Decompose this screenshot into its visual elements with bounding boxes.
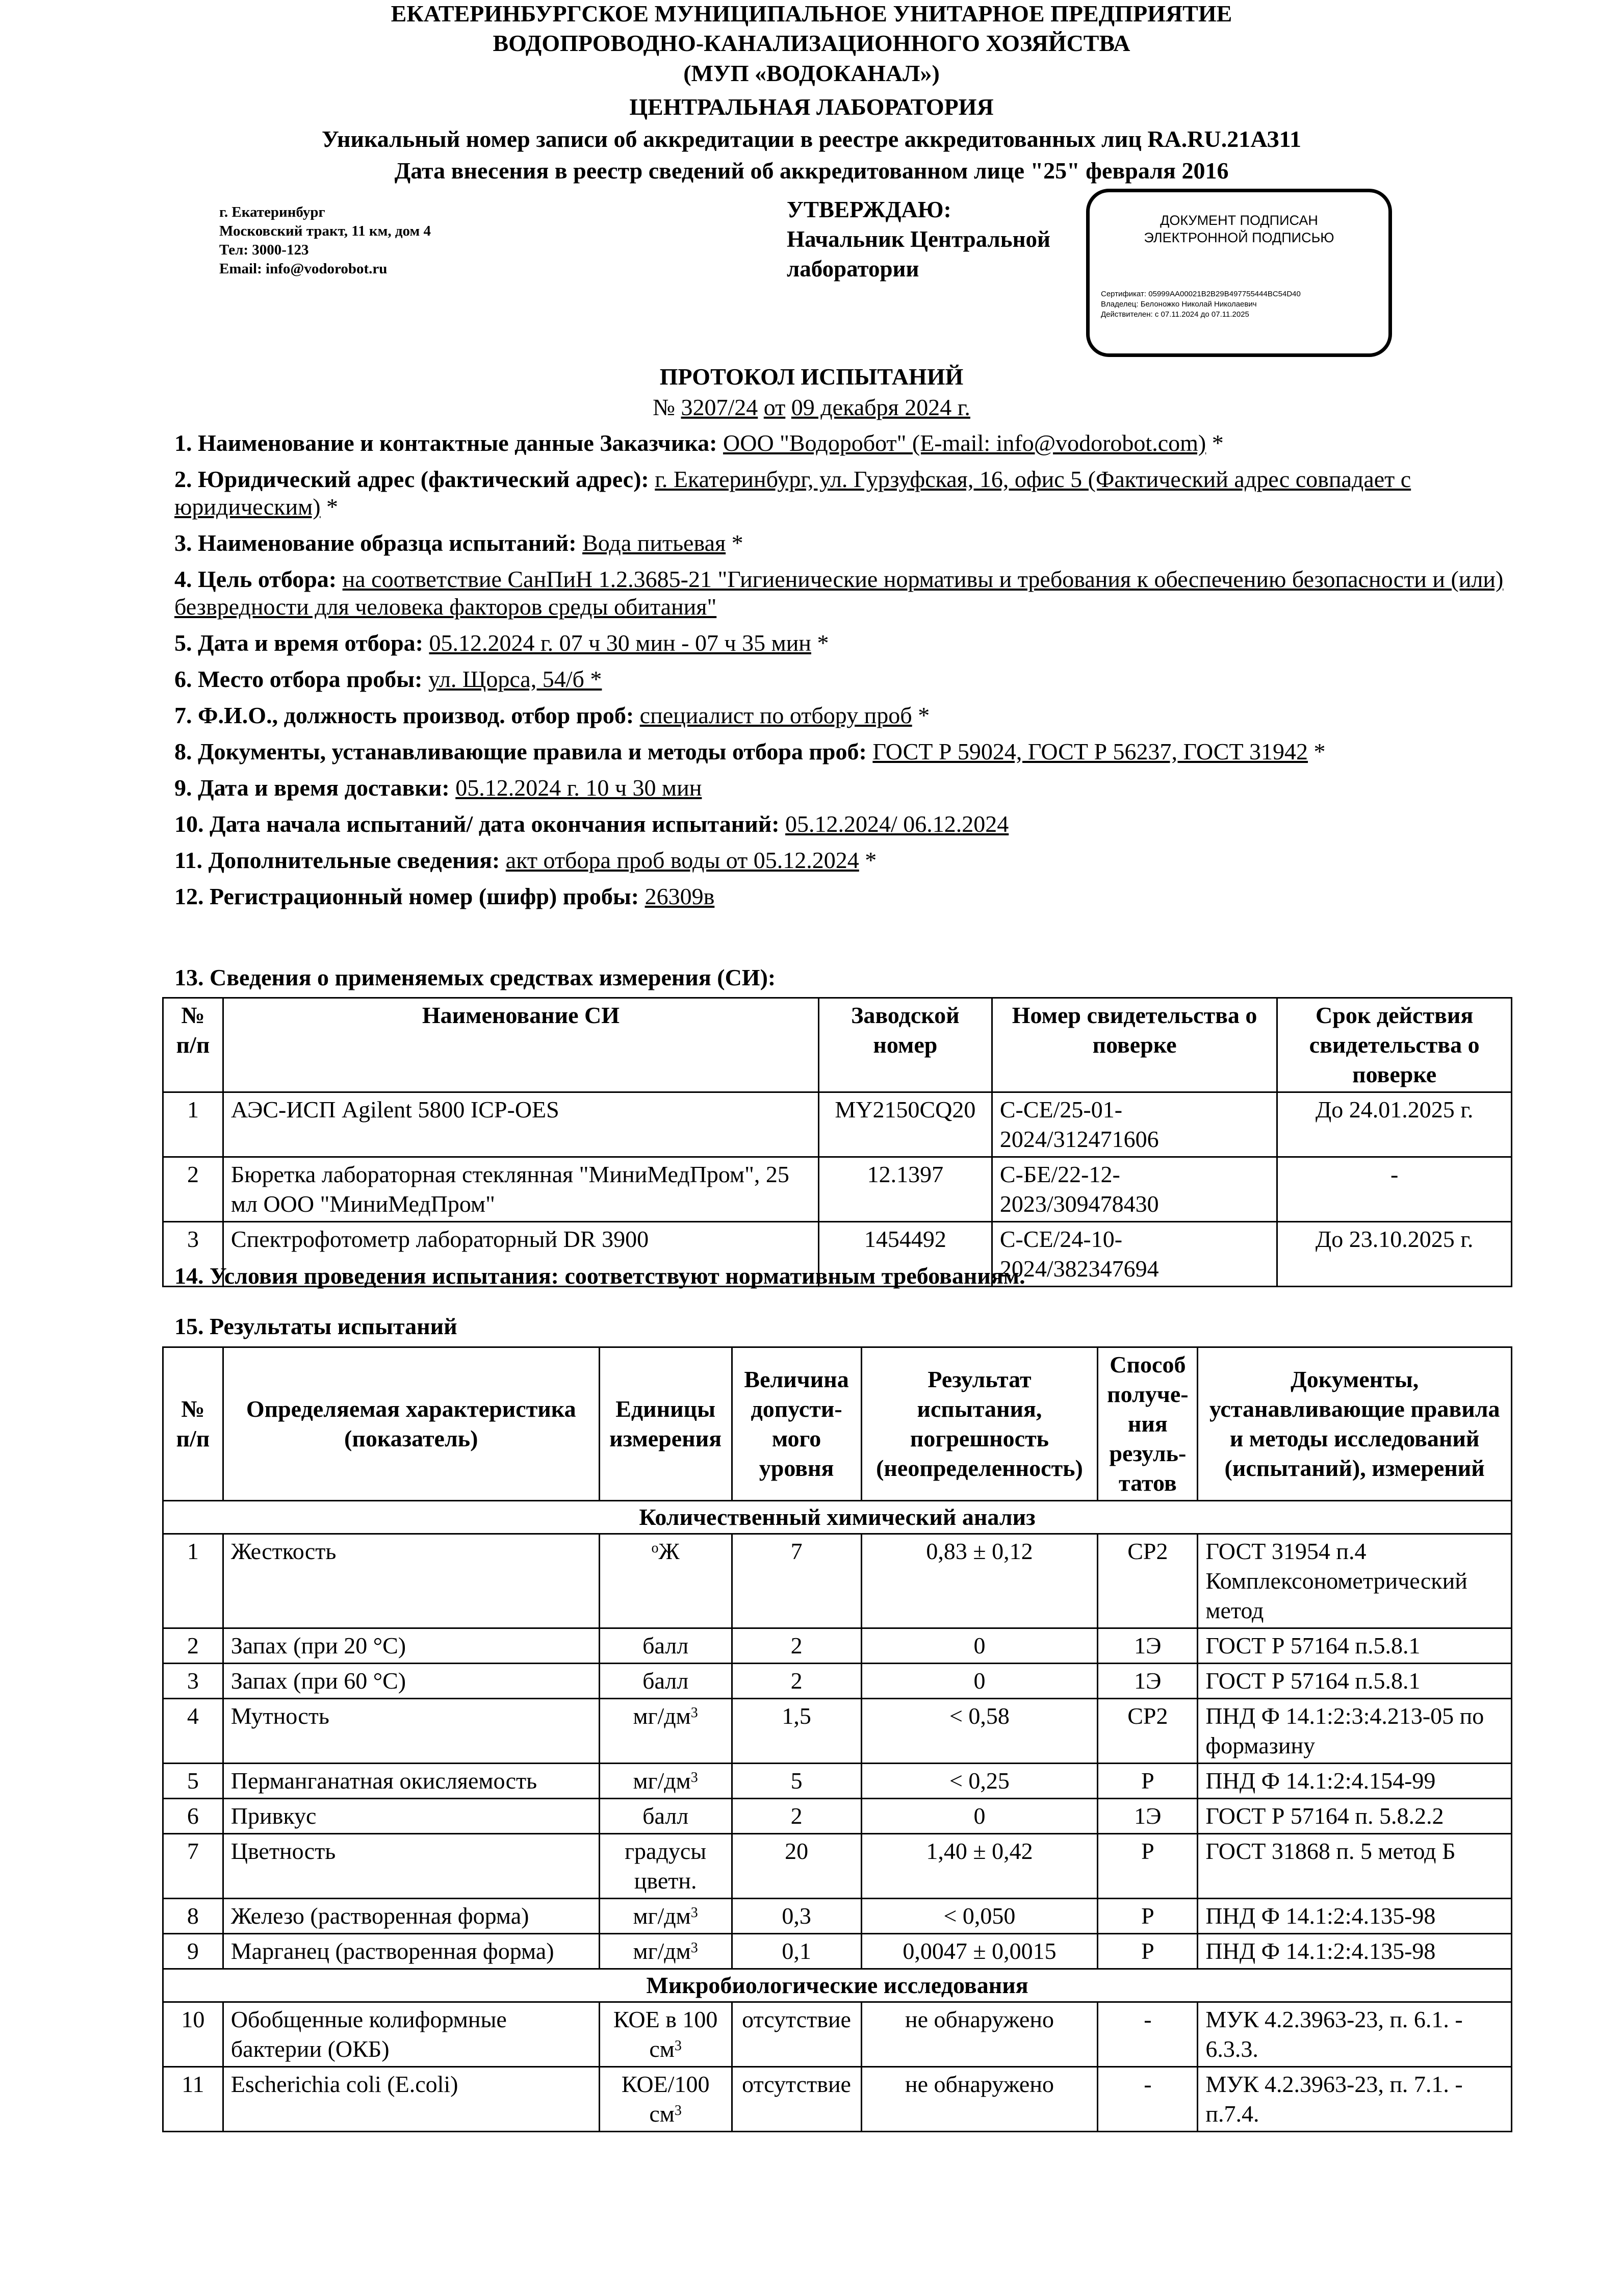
results-header-cell: Документы, устанавливающие правила и методы исследований (испытаний), измерений (1198, 1347, 1512, 1501)
results-cell-unit: $мг/дм^3$ (599, 1764, 732, 1799)
stamp-cert: Сертификат: 05999AA00021B2B29B497755444BC54D40 (1101, 290, 1301, 298)
item-suffix: * (912, 702, 930, 728)
results-cell: Escherichia coli (E.coli) (223, 2067, 599, 2132)
protocol-items (174, 429, 1510, 919)
results-cell: ГОСТ Р 57164 п.5.8.1 (1198, 1628, 1512, 1664)
section-row (163, 1969, 1512, 2002)
results-cell: 4 (163, 1699, 223, 1764)
item-label: 11. Дополнительные сведения: (174, 847, 500, 873)
stamp-certificate-info (1101, 289, 1301, 320)
results-cell-unit: $мг/дм^3$ (599, 1699, 732, 1764)
section-row (163, 1501, 1512, 1534)
item-label: 6. Место отбора пробы: (174, 666, 423, 692)
results-cell: 8 (163, 1899, 223, 1934)
si-cell: 3 (163, 1222, 223, 1287)
results-header-cell: Величина допусти-мого уровня (732, 1347, 861, 1501)
stamp-title-line1: ДОКУМЕНТ ПОДПИСАН (1160, 213, 1318, 228)
results-cell: ГОСТ 31954 п.4 Комплексонометрический метод (1198, 1534, 1512, 1628)
results-cell: Перманганатная окисляемость (223, 1764, 599, 1799)
results-cell: - (1098, 2002, 1198, 2067)
si-header-cell: Номер свидетельства о поверке (992, 998, 1277, 1092)
item-label: 3. Наименование образца испытаний: (174, 530, 577, 556)
protocol-date: 09 декабря 2024 г. (791, 394, 970, 420)
results-table (162, 1346, 1512, 2132)
org-name-line2: ВОДОПРОВОДНО-КАНАЛИЗАЦИОННОГО ХОЗЯЙСТВА (493, 30, 1130, 56)
results-cell: Р (1098, 1834, 1198, 1899)
results-header-cell: Определяемая характеристика (показатель) (223, 1347, 599, 1501)
results-cell: 0,1 (732, 1934, 861, 1969)
item-suffix: * (1308, 738, 1326, 764)
item-label: 5. Дата и время отбора: (174, 630, 423, 656)
address-city: г. Екатеринбург (219, 204, 325, 220)
results-cell: 9 (163, 1934, 223, 1969)
results-cell: Р (1098, 1764, 1198, 1799)
results-cell: 1Э (1098, 1799, 1198, 1834)
superscript: 3 (674, 2103, 682, 2119)
results-cell: СР2 (1098, 1534, 1198, 1628)
protocol-item (174, 666, 1510, 693)
si-cell: 1 (163, 1092, 223, 1157)
address-street: Московский тракт, 11 км, дом 4 (219, 223, 431, 239)
si-cell: MY2150CQ20 (818, 1092, 992, 1157)
item-suffix: * (726, 530, 743, 556)
results-cell: 3 (163, 1664, 223, 1699)
results-cell: Запах (при 60 °С) (223, 1664, 599, 1699)
protocol-item (174, 529, 1510, 557)
item-value: ул. Щорса, 54/б * (428, 666, 602, 692)
results-cell: 0 (861, 1628, 1098, 1664)
item-suffix: * (859, 847, 877, 873)
table-row (163, 1699, 1512, 1764)
results-cell: 20 (732, 1834, 861, 1899)
protocol-item (174, 429, 1510, 457)
protocol-item (174, 847, 1510, 874)
item-label: 8. Документы, устанавливающие правила и методы отбора проб: (174, 738, 867, 764)
si-title: 13. Сведения о применяемых средствах измерения (СИ): (174, 964, 776, 990)
results-cell-unit: КОЕ/100 $см^3$ (599, 2067, 732, 2132)
results-cell: Марганец (растворенная форма) (223, 1934, 599, 1969)
protocol-item (174, 738, 1510, 766)
results-cell-unit: балл (599, 1799, 732, 1834)
item-label: 2. Юридический адрес (фактический адрес): (174, 466, 649, 492)
address-email: Email: info@vodorobot.ru (219, 261, 388, 277)
results-cell-unit: $мг/дм^3$ (599, 1934, 732, 1969)
results-cell: 7 (163, 1834, 223, 1899)
results-cell: 1,5 (732, 1699, 861, 1764)
table-row (163, 1934, 1512, 1969)
item-label: 1. Наименование и контактные данные Заказчика: (174, 430, 717, 456)
si-header-cell: Наименование СИ (223, 998, 818, 1092)
section-title: Микробиологические исследования (163, 1969, 1512, 2002)
item-suffix: * (811, 630, 829, 656)
results-cell: 0,83 ± 0,12 (861, 1534, 1098, 1628)
item-value: акт отбора проб воды от 05.12.2024 (505, 847, 859, 873)
table-row (163, 2067, 1512, 2132)
results-cell-unit: балл (599, 1664, 732, 1699)
results-cell-unit: балл (599, 1628, 732, 1664)
approve-title: УТВЕРЖДАЮ: (787, 197, 951, 222)
si-cell: До 24.01.2025 г. (1277, 1092, 1512, 1157)
results-cell-unit: градусы цветн. (599, 1834, 732, 1899)
si-cell: Спектрофотометр лабораторный DR 3900 (223, 1222, 818, 1287)
results-cell: 10 (163, 2002, 223, 2067)
results-cell: 2 (732, 1664, 861, 1699)
item-value: специалист по отбору проб (639, 702, 912, 728)
table-row (163, 1664, 1512, 1699)
accreditation-date: Дата внесения в реестр сведений об аккредитованном лице "25" февраля 2016 (394, 158, 1229, 184)
item-value: ГОСТ Р 59024, ГОСТ Р 56237, ГОСТ 31942 (872, 738, 1308, 764)
superscript: 3 (690, 1940, 698, 1956)
results-cell: Жесткость (223, 1534, 599, 1628)
approval-block (787, 195, 1050, 284)
si-cell: Бюретка лабораторная стеклянная "МиниМедПром", 25 мл ООО "МиниМедПром" (223, 1157, 818, 1222)
stamp-owner: Владелец: Белоножко Николай Николаевич (1101, 300, 1257, 309)
results-cell: 0 (861, 1664, 1098, 1699)
results-cell: ПНД Ф 14.1:2:3:4.213-05 по формазину (1198, 1699, 1512, 1764)
table-row (163, 1764, 1512, 1799)
item-value: 05.12.2024 г. 07 ч 30 мин - 07 ч 35 мин (429, 630, 811, 656)
results-cell: отсутствие (732, 2002, 861, 2067)
table-row (163, 2002, 1512, 2067)
si-table (162, 997, 1512, 1287)
results-cell: 1Э (1098, 1664, 1198, 1699)
protocol-item (174, 466, 1510, 521)
protocol-item (174, 702, 1510, 729)
si-cell: До 23.10.2025 г. (1277, 1222, 1512, 1287)
stamp-valid: Действителен: с 07.11.2024 до 07.11.2025 (1101, 310, 1249, 319)
electronic-signature-stamp (1086, 189, 1392, 357)
item-label: 10. Дата начала испытаний/ дата окончания испытаний: (174, 811, 780, 837)
results-cell: 1Э (1098, 1628, 1198, 1664)
item-value: ООО "Водоробот" (E-mail: info@vodorobot.com) (723, 430, 1206, 456)
stamp-title (1090, 212, 1388, 246)
protocol-title: ПРОТОКОЛ ИСПЫТАНИЙ (659, 364, 964, 390)
stamp-title-line2: ЭЛЕКТРОННОЙ ПОДПИСЬЮ (1144, 230, 1334, 245)
results-header-cell: № п/п (163, 1347, 223, 1501)
item-label: 12. Регистрационный номер (шифр) пробы: (174, 883, 639, 909)
table-row (163, 1899, 1512, 1934)
superscript: 3 (690, 1705, 698, 1721)
protocol-date-prefix: от (763, 394, 786, 420)
results-cell: ГОСТ 31868 п. 5 метод Б (1198, 1834, 1512, 1899)
results-cell: Запах (при 20 °С) (223, 1628, 599, 1664)
results-cell: ГОСТ Р 57164 п.5.8.1 (1198, 1664, 1512, 1699)
results-cell: Обобщенные колиформные бактерии (ОКБ) (223, 2002, 599, 2067)
section-title: Количественный химический анализ (163, 1501, 1512, 1534)
protocol-item (174, 810, 1510, 838)
item-suffix: * (320, 494, 339, 520)
org-short-name: (МУП «ВОДОКАНАЛ») (683, 60, 940, 86)
protocol-item (174, 883, 1510, 910)
results-cell-unit: $мг/дм^3$ (599, 1899, 732, 1934)
results-cell: 5 (732, 1764, 861, 1799)
results-cell: < 0,050 (861, 1899, 1098, 1934)
results-cell: ПНД Ф 14.1:2:4.135-98 (1198, 1934, 1512, 1969)
protocol-number: 3207/24 (681, 394, 758, 420)
si-header-cell: Срок действия свидетельства о поверке (1277, 998, 1512, 1092)
accreditation-number: Уникальный номер записи об аккредитации в реестре аккредитованных лиц RA.RU.21АЗ11 (321, 126, 1302, 152)
protocol-item (174, 629, 1510, 657)
results-cell: 6 (163, 1799, 223, 1834)
results-cell: Железо (растворенная форма) (223, 1899, 599, 1934)
results-cell: 1,40 ± 0,42 (861, 1834, 1098, 1899)
results-cell: Р (1098, 1899, 1198, 1934)
results-cell: не обнаружено (861, 2002, 1098, 2067)
item-value: на соответствие СанПиН 1.2.3685-21 "Гигиенические нормативы и требования к обеспечению безопасности и (или) безвредности для человека факторов среды обитания" (174, 566, 1504, 620)
si-cell: С-СЕ/24-10-2024/382347694 (992, 1222, 1277, 1287)
table-row (163, 1799, 1512, 1834)
protocol-number-line (0, 394, 1623, 421)
results-cell: СР2 (1098, 1699, 1198, 1764)
si-cell: 12.1397 (818, 1157, 992, 1222)
results-cell: ГОСТ Р 57164 п. 5.8.2.2 (1198, 1799, 1512, 1834)
si-header-row (163, 998, 1512, 1092)
si-cell: 2 (163, 1157, 223, 1222)
results-header-cell: Результат испытания, погрешность (неопределенность) (861, 1347, 1098, 1501)
protocol-num-prefix: № (653, 394, 675, 420)
item-value: 05.12.2024 г. 10 ч 30 мин (455, 775, 702, 801)
address-phone: Тел: 3000-123 (219, 242, 309, 258)
lab-name: ЦЕНТРАЛЬНАЯ ЛАБОРАТОРИЯ (629, 94, 994, 120)
item-value: Вода питьевая (582, 530, 726, 556)
results-cell: ПНД Ф 14.1:2:4.154-99 (1198, 1764, 1512, 1799)
test-conditions: 14. Условия проведения испытания: соответствуют нормативным требованиям. (174, 1263, 1025, 1289)
results-cell: 2 (163, 1628, 223, 1664)
results-cell-unit: КОЕ в 100 $см^3$ (599, 2002, 732, 2067)
superscript: o (651, 1540, 659, 1556)
approve-position-line1: Начальник Центральной (787, 226, 1050, 252)
table-row (163, 1628, 1512, 1664)
results-cell: 2 (732, 1799, 861, 1834)
si-cell: С-СЕ/25-01-2024/312471606 (992, 1092, 1277, 1157)
item-label: 9. Дата и время доставки: (174, 775, 450, 801)
results-cell: < 0,58 (861, 1699, 1098, 1764)
results-cell: Мутность (223, 1699, 599, 1764)
results-cell: отсутствие (732, 2067, 861, 2132)
protocol-item (174, 774, 1510, 802)
results-header-row (163, 1347, 1512, 1501)
results-cell: 7 (732, 1534, 861, 1628)
results-cell: 0,0047 ± 0,0015 (861, 1934, 1098, 1969)
superscript: 3 (690, 1770, 698, 1785)
si-cell: 1454492 (818, 1222, 992, 1287)
results-cell: 0 (861, 1799, 1098, 1834)
table-row (163, 1092, 1512, 1157)
protocol-item (174, 566, 1510, 621)
results-cell: 0,3 (732, 1899, 861, 1934)
si-header-cell: № п/п (163, 998, 223, 1092)
results-cell: 2 (732, 1628, 861, 1664)
approve-position-line2: лаборатории (787, 256, 919, 282)
si-header-cell: Заводской номер (818, 998, 992, 1092)
results-header-cell: Способ получе-ния резуль-татов (1098, 1347, 1198, 1501)
table-row (163, 1534, 1512, 1628)
results-cell: Р (1098, 1934, 1198, 1969)
results-title: 15. Результаты испытаний (174, 1313, 457, 1339)
results-cell: МУК 4.2.3963-23, п. 6.1. - 6.3.3. (1198, 2002, 1512, 2067)
item-label: 4. Цель отбора: (174, 566, 337, 592)
results-cell: ПНД Ф 14.1:2:4.135-98 (1198, 1899, 1512, 1934)
si-cell: С-БЕ/22-12-2023/309478430 (992, 1157, 1277, 1222)
results-cell-unit: $^o$Ж (599, 1534, 732, 1628)
item-value: 05.12.2024/ 06.12.2024 (785, 811, 1009, 837)
si-cell: - (1277, 1157, 1512, 1222)
lab-address (219, 203, 431, 278)
superscript: 3 (690, 1905, 698, 1921)
superscript: 3 (674, 2038, 682, 2054)
results-cell: 11 (163, 2067, 223, 2132)
item-suffix: * (1206, 430, 1224, 456)
item-label: 7. Ф.И.О., должность производ. отбор проб: (174, 702, 634, 728)
results-cell: < 0,25 (861, 1764, 1098, 1799)
results-cell: 5 (163, 1764, 223, 1799)
org-name-line1: ЕКАТЕРИНБУРГСКОЕ МУНИЦИПАЛЬНОЕ УНИТАРНОЕ ПРЕДПРИЯТИЕ (391, 1, 1232, 27)
results-cell: МУК 4.2.3963-23, п. 7.1. - п.7.4. (1198, 2067, 1512, 2132)
results-cell: Цветность (223, 1834, 599, 1899)
si-cell: АЭС-ИСП Agilent 5800 ICP-OES (223, 1092, 818, 1157)
results-header-cell: Единицы измерения (599, 1347, 732, 1501)
results-cell: 1 (163, 1534, 223, 1628)
results-cell: - (1098, 2067, 1198, 2132)
item-value: г. Екатеринбург, ул. Гурзуфская, 16, офис 5 (Фактический адрес совпадает с юридическим) (174, 466, 1411, 520)
table-row (163, 1157, 1512, 1222)
item-value: 26309в (645, 883, 715, 909)
results-cell: не обнаружено (861, 2067, 1098, 2132)
results-cell: Привкус (223, 1799, 599, 1834)
table-row (163, 1834, 1512, 1899)
